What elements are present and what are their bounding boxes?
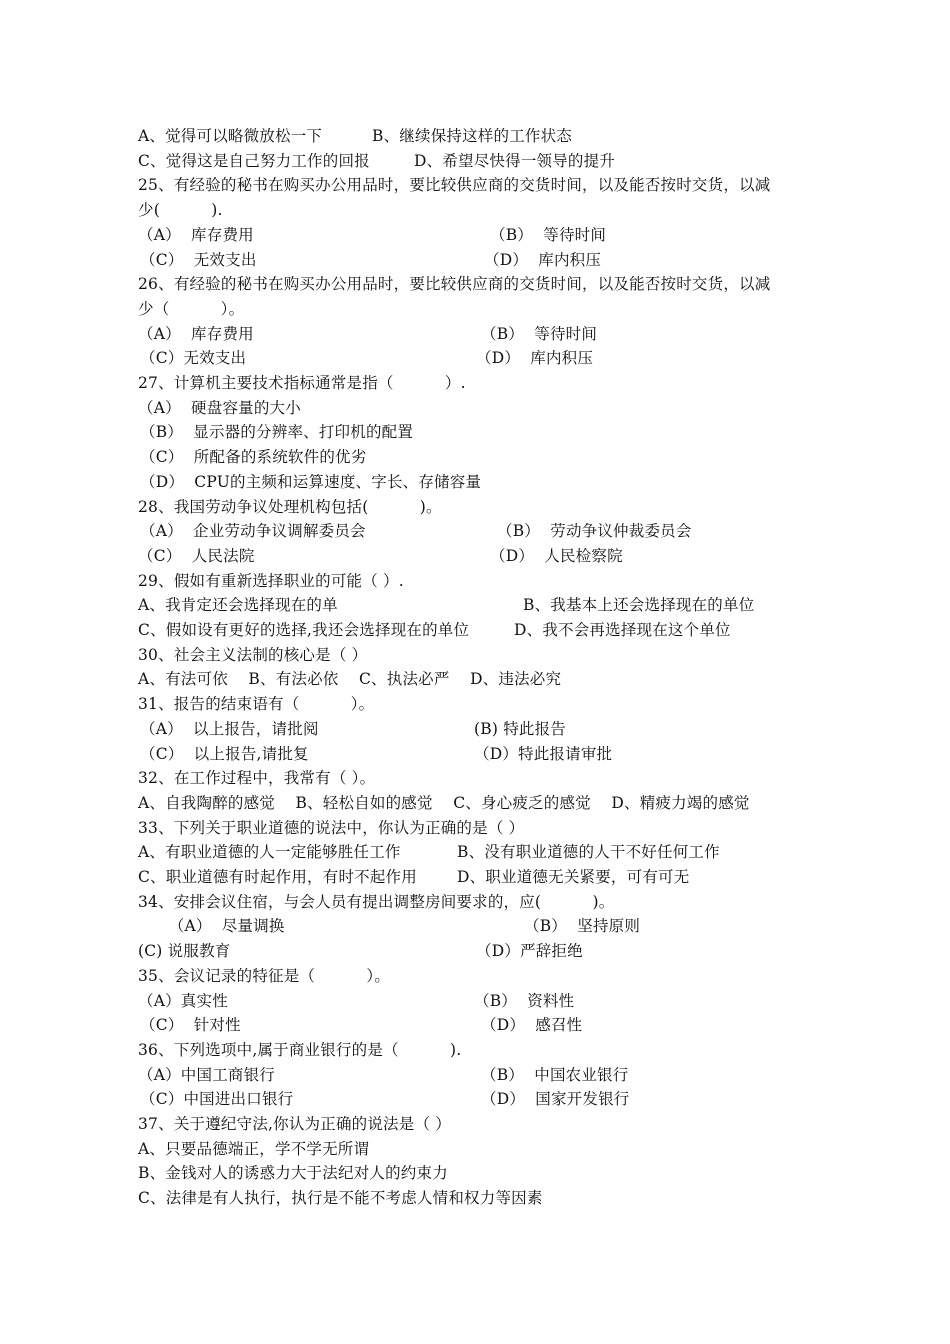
text-line-option: （D） 国家开发银行	[481, 1090, 630, 1109]
text-line: B、金钱对人的诱惑力大于法纪对人的约束力	[138, 1164, 448, 1183]
text-line: C、假如设有更好的选择,我还会选择现在的单位	[138, 621, 470, 639]
text-line: C、职业道德有时起作用，有时不起作用	[138, 868, 417, 886]
text-line: 25、有经验的秘书在购买办公用品时，要比较供应商的交货时间，以及能否按时交货，以减	[138, 176, 771, 195]
text-line-option: （D）特此报请审批	[474, 744, 613, 763]
text-line: （C）中国进出口银行	[140, 1090, 294, 1109]
text-line: 35、会议记录的特征是（ ）。	[138, 966, 391, 985]
text-line-option: D、我不会再选择现在这个单位	[514, 621, 731, 639]
text-line: （A） 企业劳动争议调解委员会	[140, 522, 366, 541]
text-line: （C） 人民法院	[138, 546, 255, 565]
text-line-option: （D） 感召性	[481, 1016, 583, 1035]
text-line: A、有法可依 B、有法必依 C、执法必严 D、违法必究	[138, 670, 562, 689]
text-line: （A） 尽量调换	[138, 917, 285, 936]
text-line: A、觉得可以略微放松一下	[138, 127, 323, 145]
text-line: 31、报告的结束语有（ ）。	[138, 695, 375, 714]
text-line-option: (B) 特此报告	[474, 719, 567, 738]
text-line: A、我肯定还会选择现在的单	[138, 596, 338, 615]
text-line-option: （B） 坚持原则	[524, 917, 641, 936]
text-line-option: （B） 等待时间	[490, 225, 607, 244]
text-line: （A） 硬盘容量的大小	[138, 398, 301, 417]
text-line-option: （D）严辞拒绝	[476, 942, 583, 961]
text-line-option: （B） 资料性	[474, 991, 575, 1010]
text-line-option: （B） 劳动争议仲裁委员会	[497, 522, 692, 541]
text-line: A、自我陶醉的感觉 B、轻松自如的感觉 C、身心疲乏的感觉 D、精疲力竭的感觉	[138, 793, 750, 812]
text-line: 37、关于遵纪守法,你认为正确的说法是（ ）	[138, 1115, 451, 1133]
text-line: 34、安排会议住宿，与会人员有提出调整房间要求的，应( )。	[138, 892, 615, 911]
text-line-option: （D） 人民检察院	[490, 546, 623, 565]
text-line: A、有职业道德的人一定能够胜任工作	[138, 843, 401, 862]
text-line-option: （B） 中国农业银行	[481, 1065, 629, 1084]
text-line-option: （D） 库内积压	[484, 250, 602, 269]
text-line: C、法律是有人执行，执行是不能不考虑人情和权力等因素	[138, 1189, 543, 1208]
text-line: C、觉得这是自己努力工作的回报	[138, 151, 370, 170]
text-line: 26、有经验的秘书在购买办公用品时，要比较供应商的交货时间，以及能否按时交货，以减	[138, 275, 771, 294]
text-line: （A）真实性	[138, 991, 228, 1010]
text-line: 29、假如有重新选择职业的可能（ ）.	[138, 571, 404, 590]
text-line: （C） 以上报告,请批复	[140, 744, 309, 763]
text-line-option: B、我基本上还会选择现在的单位	[523, 596, 755, 615]
text-line: （C） 所配备的系统软件的优劣	[140, 448, 367, 467]
text-line: （A） 库存费用	[138, 225, 254, 244]
text-line: （D） CPU的主频和运算速度、字长、存储容量	[140, 472, 482, 491]
text-line: 30、社会主义法制的核心是（ ）	[138, 645, 368, 664]
text-line: （C） 无效支出	[140, 250, 257, 269]
text-line: （A） 以上报告，请批阅	[140, 719, 319, 738]
text-line-option: D、职业道德无关紧要，可有可无	[457, 868, 690, 886]
text-line: （C） 针对性	[140, 1016, 241, 1035]
text-line: （C）无效支出	[140, 349, 247, 368]
text-line-option: （D） 库内积压	[476, 349, 594, 368]
text-line: 27、计算机主要技术指标通常是指（ ）.	[138, 374, 466, 392]
text-line: A、只要品德端正，学不学无所谓	[138, 1139, 370, 1158]
text-line: 少（ ）。	[138, 299, 245, 318]
text-line: （B） 显示器的分辨率、打印机的配置	[140, 423, 414, 442]
text-line: (C) 说服教育	[138, 942, 231, 961]
text-line: 36、下列选项中,属于商业银行的是（ ).	[138, 1040, 462, 1059]
text-line-option: D、希望尽快得一领导的提升	[414, 151, 616, 170]
text-line: （A） 库存费用	[138, 324, 254, 343]
text-line-option: B、继续保持这样的工作状态	[372, 127, 572, 145]
text-line: （A）中国工商银行	[138, 1065, 275, 1084]
text-line-option: B、没有职业道德的人干不好任何工作	[457, 843, 720, 862]
text-line-option: （B） 等待时间	[481, 324, 598, 343]
text-line: 33、下列关于职业道德的说法中，你认为正确的是（ ）	[138, 818, 525, 837]
text-line: 少( ).	[138, 201, 223, 220]
text-line: 32、在工作过程中，我常有（ ）。	[138, 769, 376, 788]
text-line: 28、我国劳动争议处理机构包括( )。	[138, 497, 442, 516]
